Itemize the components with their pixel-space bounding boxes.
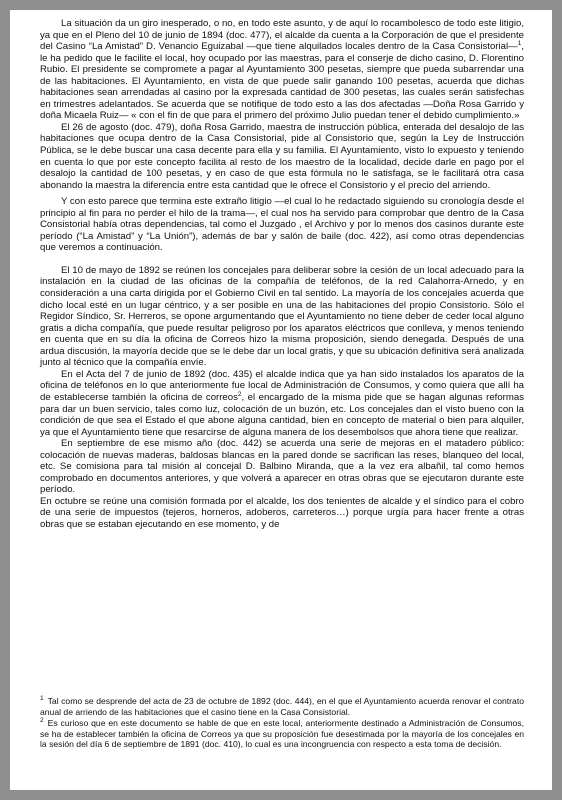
- document-page: [10, 10, 552, 790]
- footnote-1: [40, 696, 524, 717]
- paragraph-telephone-office: El 10 de mayo de 1892 se reúnen los concejales para deliberar sobre la cesión de un local adecuado para la instalación en la ciudad de las oficinas de la compañía de teléfonos, de la red Calahorra-Arnedo, y en consideración a una carta dirigida por el Gobierno Civil en tal sentido. La mayoría de los concejales acuerda que dicho local esté en un lugar céntrico, y a ser posible en una de las habitaciones del propio Consistorio. Sólo el Regidor Síndico, Sr. Herreros, se opone argumentando que el Ayuntamiento no tiene deber de ceder local alguno gratis a dicha compañía, que puede resultar peligroso por los aparatos eléctricos que conlleva, y menos teniendo en cuenta que en su día la oficina de Correos hizo la misma proposición, siendo denegada. Después de una ardua discusión, la mayoría decide que se le debe dar un local gratis, y que su ubicación definitiva será analizada junto al técnico que la compañía envíe.: [40, 264, 524, 369]
- footnote-ref-1[interactable]: 1: [517, 39, 522, 47]
- paragraph-june-act: En el Acta del 7 de junio de 1892 (doc. 435) el alcalde indica que ya han sido instalados los aparatos de la oficina de teléfonos en lo que anteriormente fue local de Administración de Consumos, y como quiera que allí ha de establecerse también la oficina de correos$^2$, el encargado de la misma pide que se hagan algunas reformas para dar un buen servicio, tales como luz, colocación de un buzón, etc. Los concejales dan el visto bueno con la condición de que sea el Estado el que abone alguna cantidad, bien en concepto de material o bien para alquiler, ya que el Ayuntamiento tiene que resarcirse de alguna manera de los desembolsos que ahora tiene que realizar.: [40, 368, 524, 438]
- paragraph-rosa-garrido: El 26 de agosto (doc. 479), doña Rosa Garrido, maestra de instrucción pública, enterada del desalojo de las habitaciones que ocupa dentro de la Casa Consistorial, pide al Consistorio que, según la Ley de Instrucción Pública, se le debe buscar una casa decente para ella y su familia. El Ayuntamiento, visto lo expuesto y teniendo en cuenta lo que por este concepto facilita al resto de los maestro de la localidad, decide darle en pago por el desalojo la cantidad de 100 pesetas, y en caso de que esta fórmula no le satisfaga, se le facilitará otra casa abonando la maestra la diferencia entre esta cantidad que le ofrece el Consistorio y el precio del arriendo.: [40, 121, 524, 191]
- footnote-number: 1: [40, 695, 44, 703]
- footnote-2: [40, 718, 524, 750]
- paragraph-casino-litigation: La situación da un giro inesperado, o no, en todo este asunto, y de aquí lo rocambolesco de todo este litigio, ya que en el Pleno del 10 de junio de 1894 (doc. 477), el alcalde da cuenta a la Corporación de que el presidente del Casino “La Amistad” D. Venancio Eguizabal —que tiene alquilados locales dentro de la Casa Consistorial—$^1$, le ha pedido que le facilite el local, hoy ocupado por las maestras, para el conserje de dicho casino, D. Florentino Rubio. El presidente se compromete a pagar al Ayuntamiento 300 pesetas, siempre que pueda subarrendar una de las habitaciones. El Ayuntamiento, en vista de que puede salir ganando 100 pesetas, acuerda que dichas habitaciones sean arrendadas al casino por la expresada cantidad de 300 pesetas, las cuales serán satisfechas en trimestres adelantados. Se acuerda que se notifique de todo esto a las dos afectadas —Doña Rosa Garrido y doña Micaela Ruiz— « con el fin de que para el primero del próximo Julio puedan tener el debido cumplimiento.»: [40, 18, 524, 122]
- paragraph-tax-commission: En octubre se reúne una comisión formada por el alcalde, los dos tenientes de alcalde y el síndico para el cobro de una serie de impuestos (tejeros, horneros, adoberos, carreteros…) porque urgía para hacer frente a otras obras que se estaban ejecutando en ese momento, y de: [40, 495, 524, 530]
- footnote-text: Es curioso que en este documento se hable de que en este local, anteriormente destinado a Administración de Consumos, se ha de establecer también la oficina de Correos ya que su proposición fue desestimada por la mayoría de los concejales en la sesión del día 6 de septiembre de 1891 (doc. 410), lo cual es una incongruencia con respecto a esta toma de decisión.: [40, 718, 524, 750]
- paragraph-litigation-end: Y con esto parece que termina este extraño litigio —el cual lo he redactado siguiendo su cronología desde el principio al fin para no perder el hilo de la trama—, el cual nos ha servido para comprobar que dentro de la Casa Consistorial había otras dependencias, tal como el Juzgado , el Archivo y por lo menos dos casinos durante este período (“La Amistad” y “La Unión”), además de bar y salón de baile (doc. 422), así como otras dependencias que veremos a continuación.: [40, 196, 524, 254]
- footnote-text: Tal como se desprende del acta de 23 de octubre de 1892 (doc. 444), en el que el Ayuntamiento acuerda renovar el contrato anual de arriendo de las habitaciones que el casino tiene en la Casa Consistorial.: [40, 696, 524, 717]
- paragraph-slaughterhouse: En septiembre de ese mismo año (doc. 442) se acuerda una serie de mejoras en el matadero público: colocación de nuevas maderas, baldosas blancas en la pared donde se sacrifican las reses, blanqueo del local, etc. Se comisiona para tal misión al concejal D. Balbino Miranda, que a la vez era albañil, tal como hemos comprobado en documentos anteriores, y que volverá a aparecer en otras obras que se ejecutaron durante este período.: [40, 438, 524, 496]
- footnote-ref-2[interactable]: 2: [237, 390, 242, 398]
- footnotes: [40, 696, 524, 751]
- footnote-number: 2: [40, 717, 44, 725]
